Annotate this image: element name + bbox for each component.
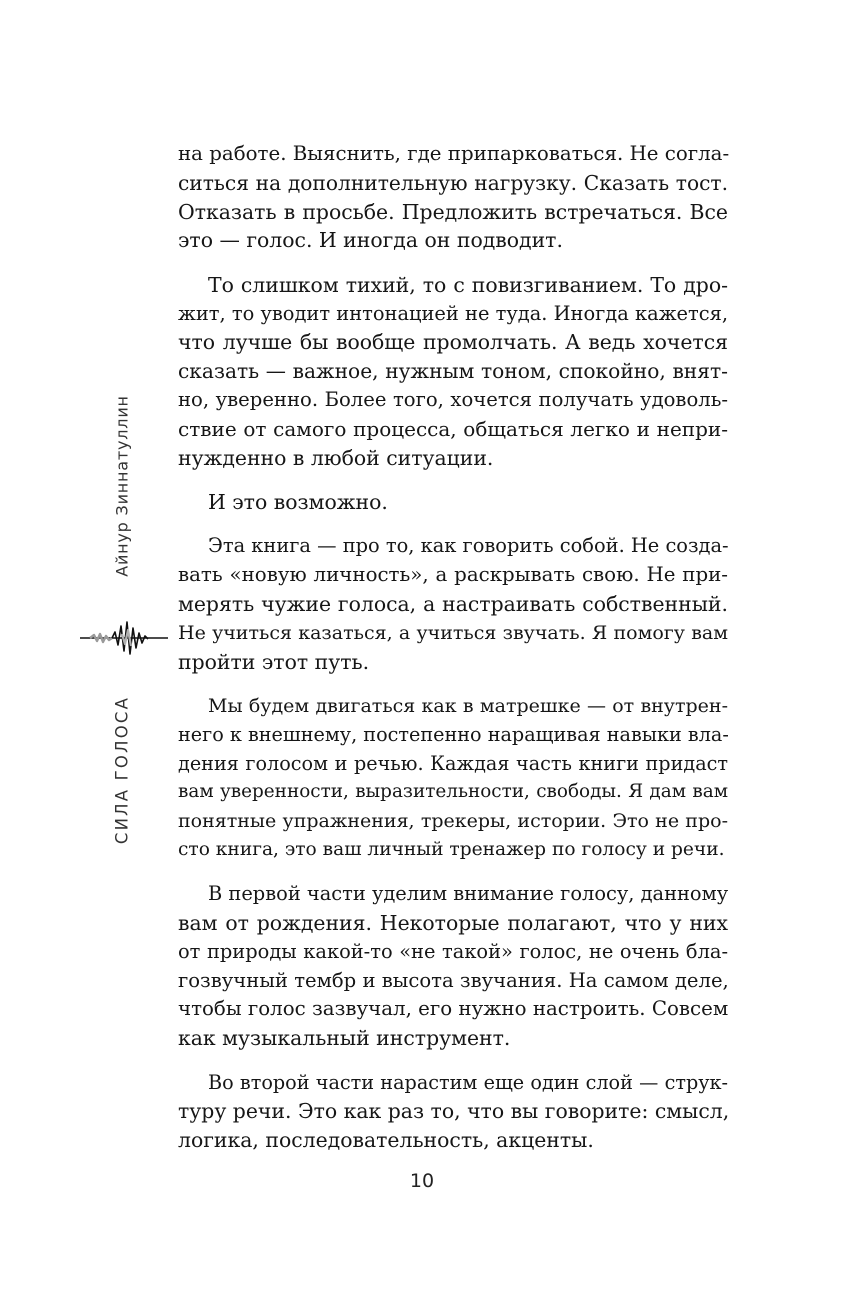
text-line: Не учиться казаться, а учиться звучать. Я помогу вам: [178, 621, 728, 644]
page-number: 10: [409, 1170, 435, 1192]
text-line: В первой части уделим внимание голосу, данному: [208, 882, 729, 906]
text-line: гозвучный тембр и высота звучания. На самом деле,: [178, 968, 729, 992]
text-line: ситься на дополнительную нагрузку. Сказать тост.: [178, 170, 728, 195]
paragraph: [178, 1069, 728, 1155]
text-line: вам от рождения. Некоторые полагают, что у них: [178, 911, 728, 936]
sound-wave-icon: [80, 618, 168, 658]
paragraph: [178, 140, 728, 255]
text-line: жит, то уводит интонацией не туда. Иногда кажется,: [178, 301, 728, 325]
text-line: него к внешнему, постепенно наращивая навыки вла-: [178, 722, 729, 746]
sidebar-author: [102, 395, 142, 577]
text-line: понятные упражнения, трекеры, истории. Это не про-: [178, 810, 728, 833]
book-title: СИЛА ГОЛОСА: [112, 695, 132, 845]
paragraph: [178, 532, 728, 676]
text-line: Эта книга — про то, как говорить собой. Не созда-: [208, 534, 729, 558]
text-line: Во второй части нарастим еще один слой — струк-: [208, 1070, 728, 1094]
paragraph: [178, 692, 728, 865]
text-line: чтобы голос зазвучал, его нужно настроить. Совсем: [178, 997, 729, 1021]
text-line: это — голос. И иногда он подводит.: [178, 228, 563, 253]
text-line: но, уверенно. Более того, хочется получать удоволь-: [178, 387, 728, 411]
text-line: нужденно в любой ситуации.: [178, 445, 494, 470]
text-line: ствие от самого процесса, общаться легко и непри-: [178, 416, 728, 441]
text-line: сто книга, это ваш личный тренажер по голосу и речи.: [178, 838, 725, 860]
text-line: сказать — важное, нужным тоном, спокойно, внят-: [178, 359, 728, 384]
text-line: дения голосом и речью. Каждая часть книги придаст: [178, 751, 728, 775]
text-line: от природы какой-то «не такой» голос, не очень бла-: [178, 939, 728, 963]
author-name: Айнур Зиннатуллин: [112, 395, 132, 577]
text-line: туру речи. Это как раз то, что вы говорите: смысл,: [178, 1099, 730, 1124]
paragraph: [178, 271, 728, 473]
text-line: на работе. Выяснить, где припарковаться. Не согла-: [178, 142, 730, 165]
text-line: вам уверенности, выразительности, свободы. Я дам вам: [178, 781, 728, 803]
text-line: что лучше бы вообще промолчать. А ведь хочется: [178, 330, 728, 355]
text-line: И это возможно.: [208, 489, 388, 514]
text-line: Отказать в просьбе. Предложить встречаться. Все: [178, 199, 728, 224]
text-line: логика, последовательность, акценты.: [178, 1128, 594, 1153]
text-line: То слишком тихий, то с повизгиванием. То дро-: [208, 272, 728, 297]
body-text: [178, 140, 728, 1171]
text-line: как музыкальный инструмент.: [178, 1026, 511, 1051]
text-line: пройти этот путь.: [178, 649, 370, 674]
paragraph: [178, 488, 728, 517]
text-line: вать «новую личность», а раскрывать свою. Не при-: [178, 563, 728, 587]
paragraph: [178, 880, 728, 1053]
text-line: мерять чужие голоса, а настраивать собственный.: [178, 591, 728, 616]
text-line: Мы будем двигаться как в матрешке — от внутрен-: [208, 694, 728, 717]
sidebar-book-title: [102, 695, 142, 845]
